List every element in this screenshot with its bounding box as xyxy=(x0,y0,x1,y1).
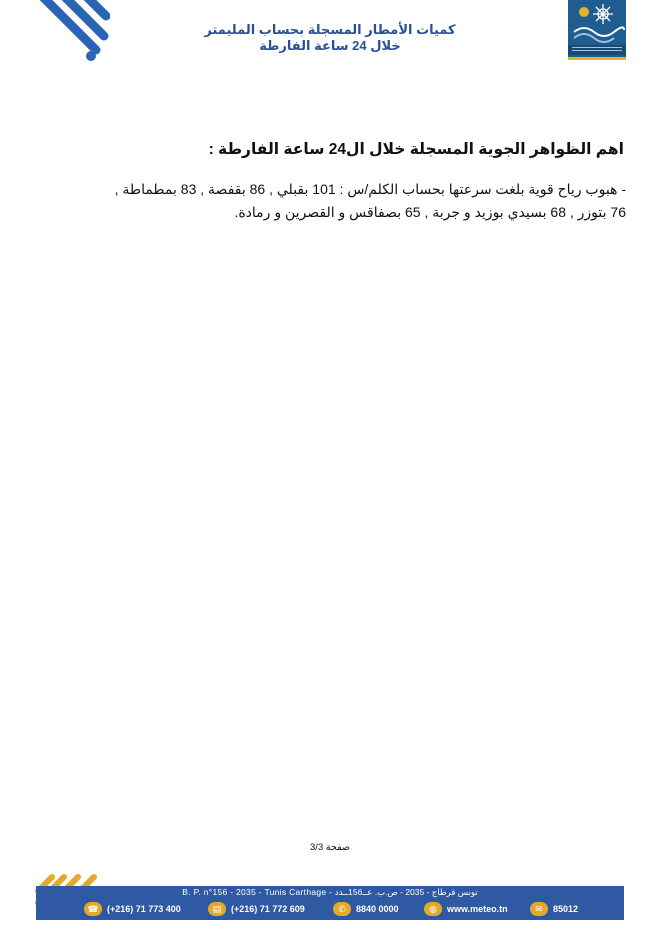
contact-website[interactable] xyxy=(424,900,508,918)
section-heading: اهم الظواهر الجوية المسجلة خلال ال24 ساعة الفارطة : xyxy=(208,141,624,158)
footer-address: B. P. n°156 - 2035 - Tunis Carthage - تونس قرطاج - 2035 - ص.ب. عــ156ــدد xyxy=(182,887,478,897)
contact-toll-free[interactable] xyxy=(333,900,399,918)
contact-website-text: www.meteo.tn xyxy=(447,904,508,914)
body-line-2: 76 بتوزر , 68 بسيدي بوزيد و جربة , 65 بصفاقس و القصرين و رمادة. xyxy=(234,204,626,220)
sms-icon: ✉ xyxy=(530,902,548,916)
page-number: صفحة 3/3 xyxy=(310,842,350,853)
phone-icon: ☎ xyxy=(84,902,102,916)
contact-fax[interactable] xyxy=(208,900,305,918)
header-title-line2: خلال 24 ساعة الفارطة xyxy=(259,38,401,53)
header-stripes-decoration xyxy=(0,0,110,70)
institute-logo xyxy=(568,0,626,60)
contact-toll-free-text: 8840 0000 xyxy=(356,904,399,914)
contact-sms-text: 85012 xyxy=(553,904,579,914)
contact-phone[interactable] xyxy=(84,900,181,918)
logo-emblem-icon xyxy=(568,0,626,46)
contact-sms[interactable] xyxy=(530,900,578,918)
logo-caption-lines xyxy=(568,45,626,55)
footer-contacts xyxy=(36,900,624,918)
header-title-line1: كميات الأمطار المسجلة بحساب المليمتر xyxy=(204,22,456,37)
fax-icon: ▤ xyxy=(208,902,226,916)
toll-free-icon: ✆ xyxy=(333,902,351,916)
body-line-1: - هبوب رياح قوية بلغت سرعتها بحساب الكلم/س : 101 بقبلي , 86 بقفصة , 83 بمطماطة , xyxy=(114,181,626,197)
body-text xyxy=(34,178,626,224)
globe-icon: ◍ xyxy=(424,902,442,916)
contact-phone-text: (+216) 71 773 400 xyxy=(107,904,181,914)
contact-fax-text: (+216) 71 772 609 xyxy=(231,904,305,914)
footer-bar xyxy=(36,886,624,920)
